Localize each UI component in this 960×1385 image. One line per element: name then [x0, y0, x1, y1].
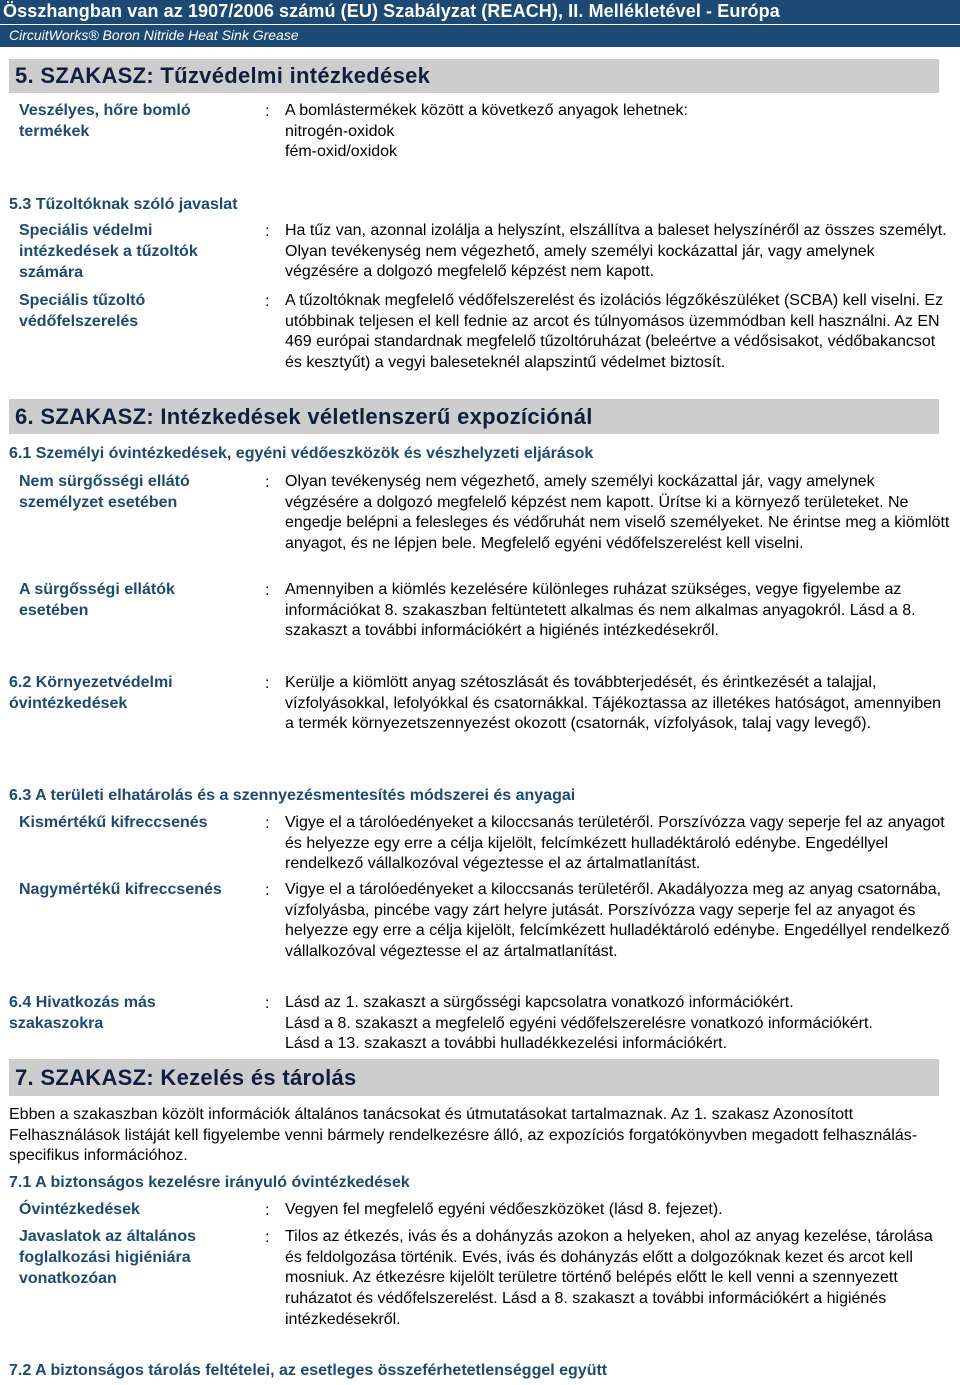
product-name: CircuitWorks® Boron Nitride Heat Sink Grease	[9, 27, 299, 43]
hazardous-products-intro: A bomlástermékek között a következő anyagok lehetnek:	[285, 102, 688, 119]
section-6-title: 6. SZAKASZ: Intézkedések véletlenszerű expozíciónál	[15, 404, 593, 429]
emergency-label: A sürgősségi ellátók esetében	[19, 581, 175, 619]
references-text	[285, 993, 950, 1055]
sub-7-1-title: 7.1 A biztonságos kezelésre irányuló óvintézkedések	[9, 1174, 410, 1191]
small-spill-text: Vigye el a tárolóedényeket a kiloccsanás területéről. Porszívózza vagy seperje fel az anyagot és helyezze egy erre a célja kijelölt, felcímkézett hulladéktároló edénybe. Engedéllyel rendelkező vállalkozóval végeztesse el az ártalmatlanítást.	[285, 814, 945, 873]
colon: :	[265, 223, 270, 240]
colon: :	[265, 474, 270, 491]
hazardous-product-item: nitrogén-oxidok	[285, 122, 395, 140]
special-measures-label: Speciális védelmi intézkedések a tűzoltók számára	[19, 222, 198, 281]
section-7-bar	[9, 1059, 939, 1096]
sub-6-1-title: 6.1 Személyi óvintézkedések, egyéni védőeszközök és vészhelyzeti eljárások	[9, 445, 594, 462]
section-5-bar	[9, 59, 939, 93]
colon: :	[265, 882, 270, 899]
hygiene-text: Tilos az étkezés, ivás és a dohányzás azokon a helyeken, ahol az anyag kezelése, tárolása és feldolgozása történik. Evés, ivás és dohányzás előtt a dolgozóknak kezet és arcot kell mosniuk. Az étkezésre kijelölt területre történő belépés előtt le kell venni a szennyezett ruházatot és védőfelszerelést. Lásd a 8. szakaszt a további információkért a higiénés intézkedésekről.	[285, 1228, 933, 1328]
small-spill-label: Kismértékű kifreccsenés	[19, 814, 208, 831]
references-label: 6.4 Hivatkozás más szakaszokra	[9, 994, 156, 1032]
precautions-label: Óvintézkedések	[19, 1201, 140, 1218]
colon: :	[265, 293, 270, 310]
sub-6-3-title: 6.3 A területi elhatárolás és a szennyezésmentesítés módszerei és anyagai	[9, 787, 576, 804]
colon: :	[265, 1202, 270, 1219]
colon: :	[265, 815, 270, 832]
hazardous-products-label: Veszélyes, hőre bomló termékek	[19, 102, 191, 140]
precautions-text: Vegyen fel megfelelő egyéni védőeszközöket (lásd 8. fejezet).	[285, 1201, 723, 1218]
hazardous-product-item: fém-oxid/oxidok	[285, 143, 398, 161]
section-7-title: 7. SZAKASZ: Kezelés és tárolás	[15, 1065, 357, 1090]
non-emergency-text: Olyan tevékenység nem végezhető, amely személyi kockázattal jár, vagy amelynek végzésére a dolgozó megfelelő képzést nem kapott. Ürítse ki a környező területeket. Ne engedje belépni a felesleges és védőruhát nem viselő személyeket. Ne érintse meg a kiömlött anyagot, és ne lépjen bele. Megfelelő egyéni védőfelszerelést kell viselni.	[285, 473, 950, 553]
reference-line: Lásd a 8. szakaszt a megfelelő egyéni védőfelszerelésre vonatkozó információkért.	[285, 1014, 873, 1032]
sub-5-3-title: 5.3 Tűzoltóknak szóló javaslat	[9, 196, 238, 213]
sub-7-2-title: 7.2 A biztonságos tárolás feltételei, az esetleges összeférhetetlenséggel együtt	[9, 1362, 608, 1379]
special-equipment-text: A tűzoltóknak megfelelő védőfelszerelést és izolációs légzőkészüléket (SCBA) kell viselni. Ez utóbbinak teljesen el kell fednie az arcot és túlnyomásos üzemmódban kell használni. Az EN 469 európai standardnak megfelelő tűzoltóruházat (beleértve a védősisakot, védőbakancsot és kesztyűt) a vegyi baleseteknél alapszintű védelmet biztosít.	[285, 292, 944, 372]
large-spill-label: Nagymértékű kifreccsenés	[19, 881, 222, 898]
colon: :	[265, 1229, 270, 1246]
regulation-title: Összhangban van az 1907/2006 számú (EU) Szabályzat (REACH), II. Mellékletével - Európa	[3, 1, 780, 21]
large-spill-text: Vigye el a tárolóedényeket a kiloccsanás területéről. Akadályozza meg az anyag csatornába, vízfolyásba, pincébe vagy zárt helyre jutását. Porszívózza vagy seperje fel az anyagot és helyezze egy erre a célja kijelölt, felcímkézett hulladéktároló edénybe. Engedéllyel rendelkező vállalkozóval végeztesse el az ártalmatlanítást.	[285, 881, 950, 961]
reference-line: Lásd a 13. szakaszt a további hulladékkezelési információkért.	[285, 1035, 728, 1053]
environmental-precautions-label: 6.2 Környezetvédelmi óvintézkedések	[9, 674, 173, 712]
section-7-intro: Ebben a szakaszban közölt információk általános tanácsokat és útmutatásokat tartalmaznak. Az 1. szakasz Azonosított Felhasználások listáját kell figyelembe venni bármely rendelkezésre álló, az expozíciós forgatókönyvben megadott felhasználás-specifikus információhoz.	[9, 1106, 918, 1164]
section-6-bar	[9, 399, 939, 434]
special-equipment-label: Speciális tűzoltó védőfelszerelés	[19, 292, 146, 330]
hazardous-products-text	[285, 101, 950, 163]
hygiene-label: Javaslatok az általános foglalkozási higiéniára vonatkozóan	[19, 1228, 196, 1287]
reference-line: Lásd az 1. szakaszt a sürgősségi kapcsolatra vonatkozó információkért.	[285, 994, 794, 1011]
emergency-text: Amennyiben a kiömlés kezelésére különleges ruházat szükséges, vegye figyelembe az információkat 8. szakaszban feltüntetett alkalmas és nem alkalmas anyagokról. Lásd a 8. szakaszt a további információkért a higiénés intézkedésekről.	[285, 581, 916, 640]
environmental-precautions-text: Kerülje a kiömlött anyag szétoszlását és továbbterjedését, és érintkezését a talajjal, vízfolyásokkal, lefolyókkal és csatornákkal. Tájékoztassa az illetékes hatóságot, amennyiben a termék környezetszennyezést okozott (csatornák, vízfolyások, talaj vagy levegő).	[285, 674, 942, 733]
colon: :	[265, 103, 270, 120]
colon: :	[265, 582, 270, 599]
non-emergency-label: Nem sürgősségi ellátó személyzet esetében	[19, 473, 190, 511]
colon: :	[265, 675, 270, 692]
regulation-header-bar	[0, 0, 960, 24]
colon: :	[265, 995, 270, 1012]
special-measures-text: Ha tűz van, azonnal izolálja a helyszínt, elszállítva a baleset helyszínéről az összes személyt. Olyan tevékenység nem végezhető, amely személyi kockázattal jár, vagy amelynek végzésére a dolgozó megfelelő képzést nem kapott.	[285, 222, 947, 281]
section-5-title: 5. SZAKASZ: Tűzvédelmi intézkedések	[15, 63, 431, 88]
product-header-bar	[0, 25, 960, 47]
